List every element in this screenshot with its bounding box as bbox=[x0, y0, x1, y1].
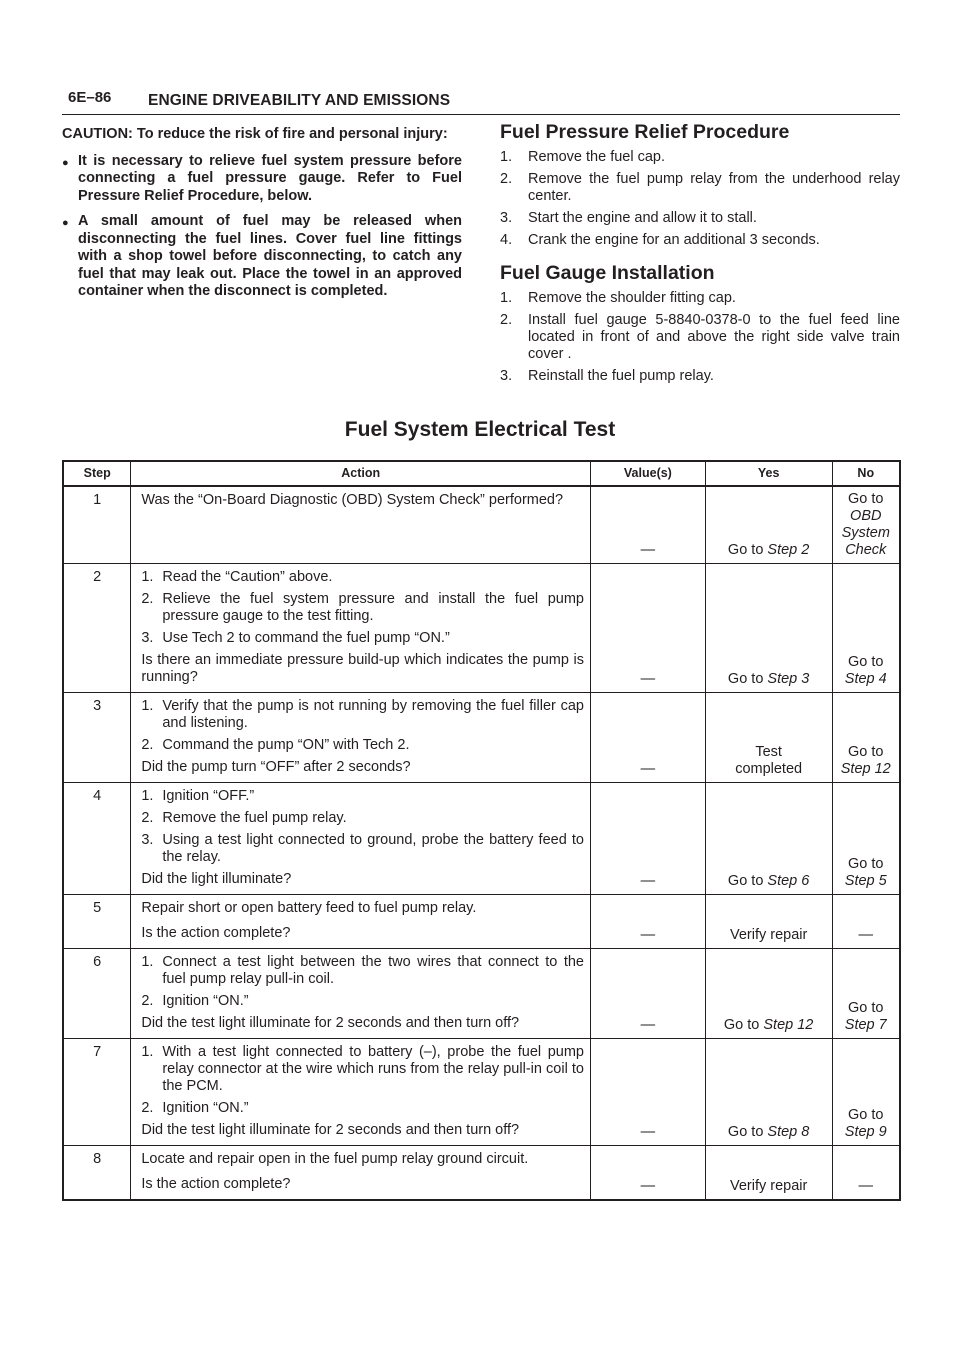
item-number: 2. bbox=[141, 810, 154, 826]
step-text: Reinstall the fuel pump relay. bbox=[528, 368, 714, 384]
yes-cell bbox=[705, 486, 832, 564]
step-number: 3. bbox=[500, 368, 513, 384]
result-prefix: Go to bbox=[848, 491, 884, 507]
value-cell: — bbox=[591, 564, 706, 693]
col-header-yes: Yes bbox=[705, 461, 832, 486]
step-text: Install fuel gauge 5-8840-0378-0 to the fuel feed line located in front of and above the right side valve train cover . bbox=[528, 312, 900, 362]
action-cell bbox=[131, 486, 591, 564]
no-cell-text bbox=[835, 491, 897, 559]
procedures-block bbox=[500, 121, 900, 390]
yes-cell-text bbox=[724, 744, 814, 778]
no-cell bbox=[832, 949, 900, 1039]
item-text: Using a test light connected to ground, probe the battery feed to the relay. bbox=[162, 832, 584, 865]
item-text: Relieve the fuel system pressure and install the fuel pump pressure gauge to the test fitting. bbox=[162, 591, 584, 624]
result-prefix: Go to bbox=[723, 1017, 764, 1033]
step-reference-link: Step 7 bbox=[844, 1017, 887, 1033]
yes-cell-text bbox=[730, 927, 807, 944]
list-item bbox=[141, 832, 584, 866]
section-title: ENGINE DRIVEABILITY AND EMISSIONS bbox=[148, 92, 451, 109]
item-number: 3. bbox=[141, 630, 154, 646]
action-cell bbox=[131, 783, 591, 895]
caution-bullet-text: It is necessary to relieve fuel system pressure before connecting a fuel pressure gauge. Refer to Fuel Pressure Relief Procedure, below. bbox=[78, 152, 462, 204]
action-question: Did the pump turn “OFF” after 2 seconds? bbox=[141, 759, 411, 775]
list-item bbox=[141, 698, 584, 732]
no-cell bbox=[832, 486, 900, 564]
col-header-action: Action bbox=[131, 461, 591, 486]
action-question: Is the action complete? bbox=[141, 1176, 291, 1192]
step-number: 4. bbox=[500, 232, 513, 248]
col-header-values: Value(s) bbox=[591, 461, 706, 486]
list-item bbox=[141, 1100, 584, 1117]
action-cell bbox=[131, 693, 591, 783]
action-steps bbox=[141, 698, 584, 754]
no-cell bbox=[832, 1039, 900, 1146]
diagnostic-table bbox=[62, 460, 901, 1201]
list-item bbox=[500, 312, 900, 363]
action-instruction: Repair short or open battery feed to fuel pump relay. bbox=[141, 900, 477, 916]
step-reference-link: OBD System Check bbox=[841, 508, 890, 558]
item-number: 2. bbox=[141, 591, 154, 607]
bullet-icon: ● bbox=[62, 217, 69, 229]
caution-intro: CAUTION: To reduce the risk of fire and personal injury: bbox=[62, 126, 448, 142]
no-cell bbox=[832, 783, 900, 895]
action-instruction: Locate and repair open in the fuel pump relay ground circuit. bbox=[141, 1151, 529, 1167]
step-reference-link: Step 12 bbox=[763, 1017, 814, 1033]
step-cell: 3 bbox=[63, 693, 131, 783]
yes-cell bbox=[705, 895, 832, 949]
yes-cell-text bbox=[724, 1017, 814, 1034]
no-cell bbox=[832, 1146, 900, 1201]
list-item bbox=[500, 171, 900, 205]
action-steps bbox=[141, 569, 584, 647]
result-prefix: Go to bbox=[848, 1107, 884, 1123]
yes-cell-text bbox=[728, 542, 809, 559]
table-row bbox=[63, 486, 900, 564]
step-cell: 5 bbox=[63, 895, 131, 949]
item-text: Ignition “ON.” bbox=[162, 1100, 249, 1116]
relief-steps bbox=[500, 149, 900, 249]
yes-cell bbox=[705, 1146, 832, 1201]
no-cell-text bbox=[835, 654, 897, 688]
item-text: Ignition “ON.” bbox=[162, 993, 249, 1009]
yes-cell-text bbox=[728, 671, 809, 688]
no-cell bbox=[832, 564, 900, 693]
action-question: Is there an immediate pressure build-up which indicates the pump is running? bbox=[141, 652, 584, 685]
list-item bbox=[500, 149, 900, 166]
action-cell bbox=[131, 1146, 591, 1201]
yes-cell-text bbox=[728, 1124, 809, 1141]
no-cell bbox=[832, 693, 900, 783]
action-question: Did the light illuminate? bbox=[141, 871, 292, 887]
item-number: 1. bbox=[141, 698, 154, 714]
gauge-installation-title: Fuel Gauge Installation bbox=[500, 262, 715, 284]
list-item bbox=[500, 368, 900, 385]
result-prefix: Go to bbox=[848, 856, 884, 872]
relief-procedure-title: Fuel Pressure Relief Procedure bbox=[500, 121, 790, 143]
list-item bbox=[500, 232, 900, 249]
step-reference-link: Step 8 bbox=[767, 1124, 810, 1140]
step-text: Remove the fuel pump relay from the underhood relay center. bbox=[528, 171, 900, 204]
action-cell bbox=[131, 1039, 591, 1146]
col-header-no: No bbox=[832, 461, 900, 486]
list-item bbox=[141, 569, 584, 586]
item-text: Ignition “OFF.” bbox=[162, 788, 255, 804]
yes-cell bbox=[705, 564, 832, 693]
action-steps bbox=[141, 788, 584, 866]
list-item bbox=[141, 954, 584, 988]
step-number: 2. bbox=[500, 312, 513, 328]
table-row bbox=[63, 1039, 900, 1146]
result-prefix: Verify repair bbox=[729, 927, 808, 943]
value-cell: — bbox=[591, 693, 706, 783]
item-number: 2. bbox=[141, 1100, 154, 1116]
caution-bullet bbox=[62, 153, 462, 206]
list-item bbox=[141, 993, 584, 1010]
step-reference-link: Step 12 bbox=[840, 761, 891, 777]
list-item bbox=[500, 290, 900, 307]
action-question: Is the action complete? bbox=[141, 925, 291, 941]
table-row bbox=[63, 895, 900, 949]
action-question: Was the “On-Board Diagnostic (OBD) System Check” performed? bbox=[141, 492, 564, 508]
yes-cell bbox=[705, 949, 832, 1039]
step-text: Start the engine and allow it to stall. bbox=[528, 210, 757, 226]
yes-cell-text bbox=[730, 1178, 807, 1195]
action-cell bbox=[131, 949, 591, 1039]
caution-block bbox=[62, 126, 462, 309]
test-table-title: Fuel System Electrical Test bbox=[344, 418, 616, 441]
no-cell-text bbox=[835, 856, 897, 890]
item-number: 1. bbox=[141, 788, 154, 804]
item-text: Connect a test light between the two wires that connect to the fuel pump relay pull-in coil. bbox=[162, 954, 584, 987]
value-cell: — bbox=[591, 486, 706, 564]
yes-cell-text bbox=[728, 873, 809, 890]
yes-cell bbox=[705, 783, 832, 895]
result-prefix: Go to bbox=[727, 873, 768, 889]
value-cell: — bbox=[591, 783, 706, 895]
no-cell bbox=[832, 895, 900, 949]
list-item bbox=[141, 630, 584, 647]
page-number: 6E–86 bbox=[68, 89, 112, 106]
no-cell-text bbox=[859, 1178, 874, 1195]
value-cell: — bbox=[591, 1146, 706, 1201]
step-reference-link: Step 5 bbox=[844, 873, 887, 889]
item-number: 2. bbox=[141, 737, 154, 753]
list-item bbox=[141, 1044, 584, 1095]
item-number: 2. bbox=[141, 993, 154, 1009]
result-prefix: Go to bbox=[848, 1000, 884, 1016]
result-prefix: Go to bbox=[848, 744, 884, 760]
list-item bbox=[141, 737, 584, 754]
result-prefix: Verify repair bbox=[729, 1178, 808, 1194]
step-cell: 7 bbox=[63, 1039, 131, 1146]
caution-bullet bbox=[62, 213, 462, 301]
item-text: Remove the fuel pump relay. bbox=[162, 810, 347, 826]
step-cell: 1 bbox=[63, 486, 131, 564]
action-cell bbox=[131, 895, 591, 949]
step-reference-link: Step 2 bbox=[767, 542, 810, 558]
table-body bbox=[63, 486, 900, 1200]
item-text: With a test light connected to battery (–), probe the fuel pump relay connector at the wire which runs from the relay pull-in coil to the PCM. bbox=[162, 1044, 584, 1094]
list-item bbox=[141, 591, 584, 625]
result-prefix: — bbox=[858, 927, 874, 943]
header-rule bbox=[62, 114, 900, 115]
step-reference-link: Step 3 bbox=[767, 671, 810, 687]
table-header-row bbox=[63, 461, 900, 486]
value-cell: — bbox=[591, 949, 706, 1039]
result-prefix: Go to bbox=[727, 671, 768, 687]
no-cell-text bbox=[835, 1000, 897, 1034]
yes-cell bbox=[705, 693, 832, 783]
bullet-icon: ● bbox=[62, 156, 69, 169]
step-cell: 6 bbox=[63, 949, 131, 1039]
item-text: Read the “Caution” above. bbox=[162, 569, 333, 585]
step-text: Remove the shoulder fitting cap. bbox=[528, 290, 736, 306]
yes-cell bbox=[705, 1039, 832, 1146]
step-number: 2. bbox=[500, 171, 513, 187]
result-prefix: Go to bbox=[727, 542, 768, 558]
list-item bbox=[500, 210, 900, 227]
action-steps bbox=[141, 954, 584, 1010]
item-number: 1. bbox=[141, 954, 154, 970]
value-cell: — bbox=[591, 1039, 706, 1146]
step-cell: 2 bbox=[63, 564, 131, 693]
item-text: Use Tech 2 to command the fuel pump “ON.” bbox=[162, 630, 450, 646]
list-item bbox=[141, 810, 584, 827]
table-row bbox=[63, 949, 900, 1039]
step-number: 3. bbox=[500, 210, 513, 226]
step-reference-link: Step 4 bbox=[844, 671, 887, 687]
item-number: 3. bbox=[141, 832, 154, 848]
table-row bbox=[63, 693, 900, 783]
result-prefix: Test completed bbox=[735, 744, 803, 777]
table-row bbox=[63, 564, 900, 693]
action-cell bbox=[131, 564, 591, 693]
item-text: Command the pump “ON” with Tech 2. bbox=[162, 737, 410, 753]
item-text: Verify that the pump is not running by removing the fuel filler cap and listening. bbox=[162, 698, 584, 731]
list-item bbox=[141, 788, 584, 805]
step-number: 1. bbox=[500, 290, 513, 306]
result-prefix: Go to bbox=[727, 1124, 768, 1140]
step-cell: 4 bbox=[63, 783, 131, 895]
table-row bbox=[63, 1146, 900, 1201]
no-cell-text bbox=[835, 744, 897, 778]
action-question: Did the test light illuminate for 2 seconds and then turn off? bbox=[141, 1015, 520, 1031]
caution-bullet-text: A small amount of fuel may be released when disconnecting the fuel lines. Cover fuel line fittings with a shop towel before disconnecting, to catch any fuel that may leak out. Place the towel in an approved container when the disconnect is completed. bbox=[78, 213, 462, 299]
step-cell: 8 bbox=[63, 1146, 131, 1201]
result-prefix: Go to bbox=[848, 654, 884, 670]
step-number: 1. bbox=[500, 149, 513, 165]
step-text: Crank the engine for an additional 3 seconds. bbox=[528, 232, 820, 248]
no-cell-text bbox=[835, 1107, 897, 1141]
step-text: Remove the fuel cap. bbox=[528, 149, 666, 165]
step-reference-link: Step 6 bbox=[767, 873, 810, 889]
no-cell-text bbox=[859, 927, 874, 944]
result-prefix: — bbox=[858, 1178, 874, 1194]
value-cell: — bbox=[591, 895, 706, 949]
col-header-step: Step bbox=[63, 461, 131, 486]
item-number: 1. bbox=[141, 1044, 154, 1060]
gauge-steps bbox=[500, 290, 900, 385]
action-steps bbox=[141, 1044, 584, 1117]
step-reference-link: Step 9 bbox=[844, 1124, 887, 1140]
action-question: Did the test light illuminate for 2 seconds and then turn off? bbox=[141, 1122, 520, 1138]
table-row bbox=[63, 783, 900, 895]
item-number: 1. bbox=[141, 569, 154, 585]
